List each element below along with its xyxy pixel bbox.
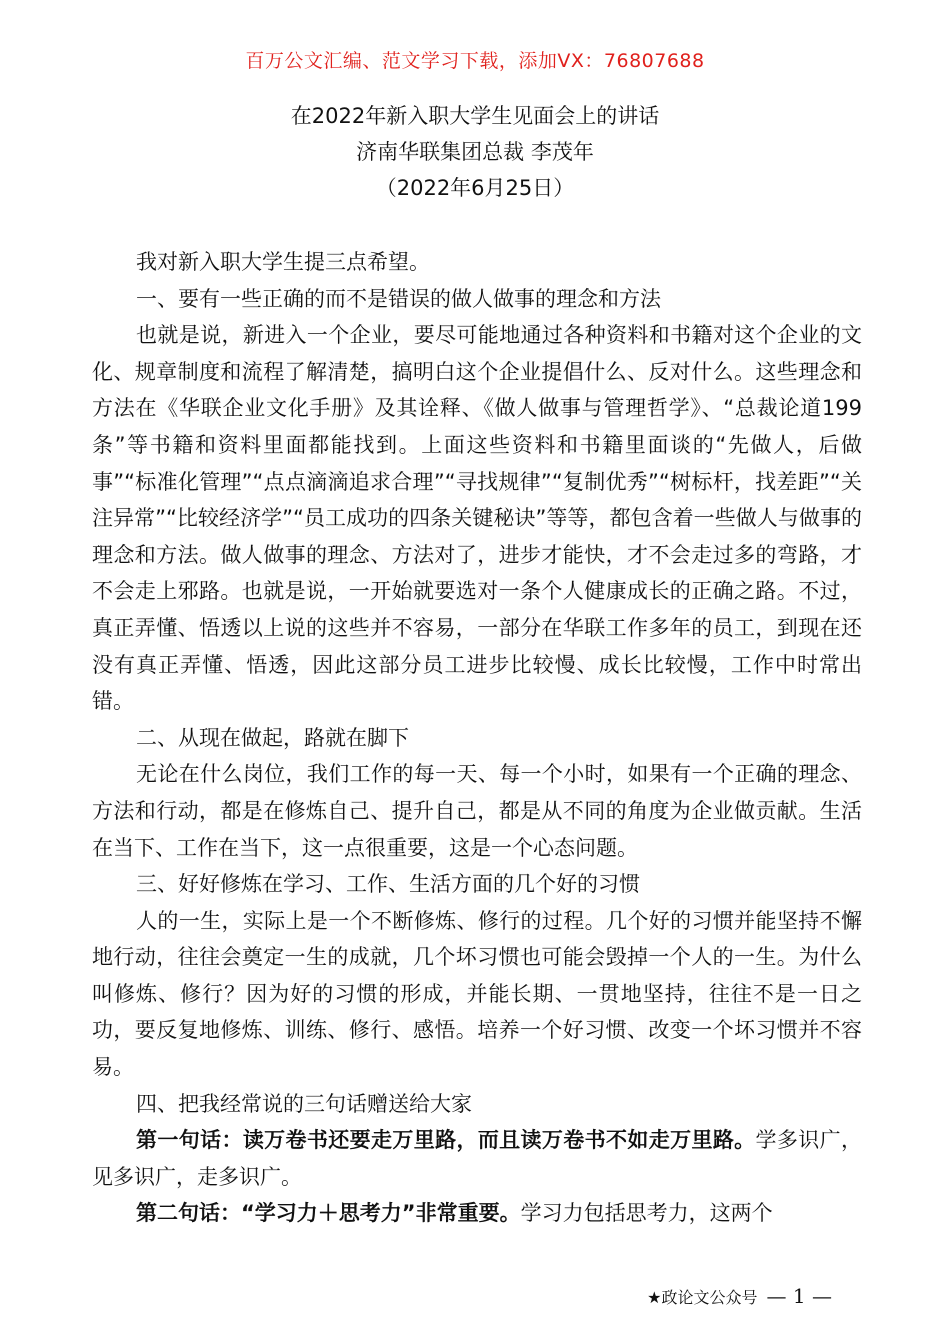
body-paragraph-1: 也就是说，新进入一个企业，要尽可能地通过各种资料和书籍对这个企业的文化、规章制度和流程了解清楚，搞明白这个企业提倡什么、反对什么。这些理念和方法在《华联企业文化手册》及其诠释、《做人做事与管理哲学》、“总裁论道199条”等书籍和资料里面都能找到。上面这些资料和书籍里面谈的“先做人，后做事”“标准化管理”“点点滴滴追求合理”“寻找规律”“复制优秀”“树标杆，找差距”“关注异常”“比较经济学”“员工成功的四条关键秘诀”等等，都包含着一些做人与做事的理念和方法。做人做事的理念、方法对了，进步才能快，才不会走过多的弯路，才不会走上邪路。也就是说，一开始就要选对一条个人健康成长的正确之路。不过，真正弄懂、悟透以上说的这些并不容易，一部分在华联工作多年的员工，到现在还没有真正弄懂、悟透，因此这部分员工进步比较慢、成长比较慢，工作中时常出错。 <box>92 323 862 714</box>
document-date: （2022年6月25日） <box>375 176 575 200</box>
document-author: 济南华联集团总裁 李茂年 <box>356 140 594 164</box>
quote-1-rest: 学多识广，见多识广，走多识广。 <box>92 1128 863 1189</box>
document-title: 在2022年新入职大学生见面会上的讲话 <box>290 104 660 128</box>
quote-2-bold: 第二句话：“学习力＋思考力”非常重要。 <box>136 1201 521 1226</box>
watermark-banner: 百万公文汇编、范文学习下载，添加VX：76807688 <box>245 50 705 72</box>
page-number: — 1 — <box>766 1284 832 1308</box>
quote-2-rest: 学习力包括思考力，这两个 <box>520 1201 773 1226</box>
quote-1-bold: 第一句话：读万卷书还要走万里路，而且读万卷书不如走万里路。 <box>136 1128 756 1153</box>
document-header <box>0 98 950 206</box>
footer-source: ★政论文公众号 <box>647 1288 758 1307</box>
section-heading-3: 三、好好修炼在学习、工作、生活方面的几个好的习惯 <box>136 872 640 897</box>
quote-paragraph-2 <box>92 1195 862 1232</box>
body-paragraph-2: 无论在什么岗位，我们工作的每一天、每一个小时，如果有一个正确的理念、方法和行动，都是在修炼自己、提升自己，都是从不同的角度为企业做贡献。生活在当下、工作在当下，这一点很重要，这是一个心态问题。 <box>92 762 862 860</box>
page-footer <box>647 1284 832 1308</box>
section-heading-1: 一、要有一些正确的而不是错误的做人做事的理念和方法 <box>136 286 661 311</box>
section-heading-4: 四、把我经常说的三句话赠送给大家 <box>136 1091 472 1116</box>
body-paragraph-3: 人的一生，实际上是一个不断修炼、修行的过程。几个好的习惯并能坚持不懈地行动，往往会奠定一生的成就，几个坏习惯也可能会毁掉一个人的一生。为什么叫修炼、修行？因为好的习惯的形成，并能长期、一贯地坚持，往往不是一日之功，要反复地修炼、训练、修行、感悟。培养一个好习惯、改变一个坏习惯并不容易。 <box>92 908 862 1080</box>
document-body <box>92 244 862 1232</box>
section-heading-2: 二、从现在做起，路就在脚下 <box>136 725 409 750</box>
intro-paragraph: 我对新入职大学生提三点希望。 <box>136 250 430 274</box>
quote-paragraph-1 <box>92 1122 862 1195</box>
